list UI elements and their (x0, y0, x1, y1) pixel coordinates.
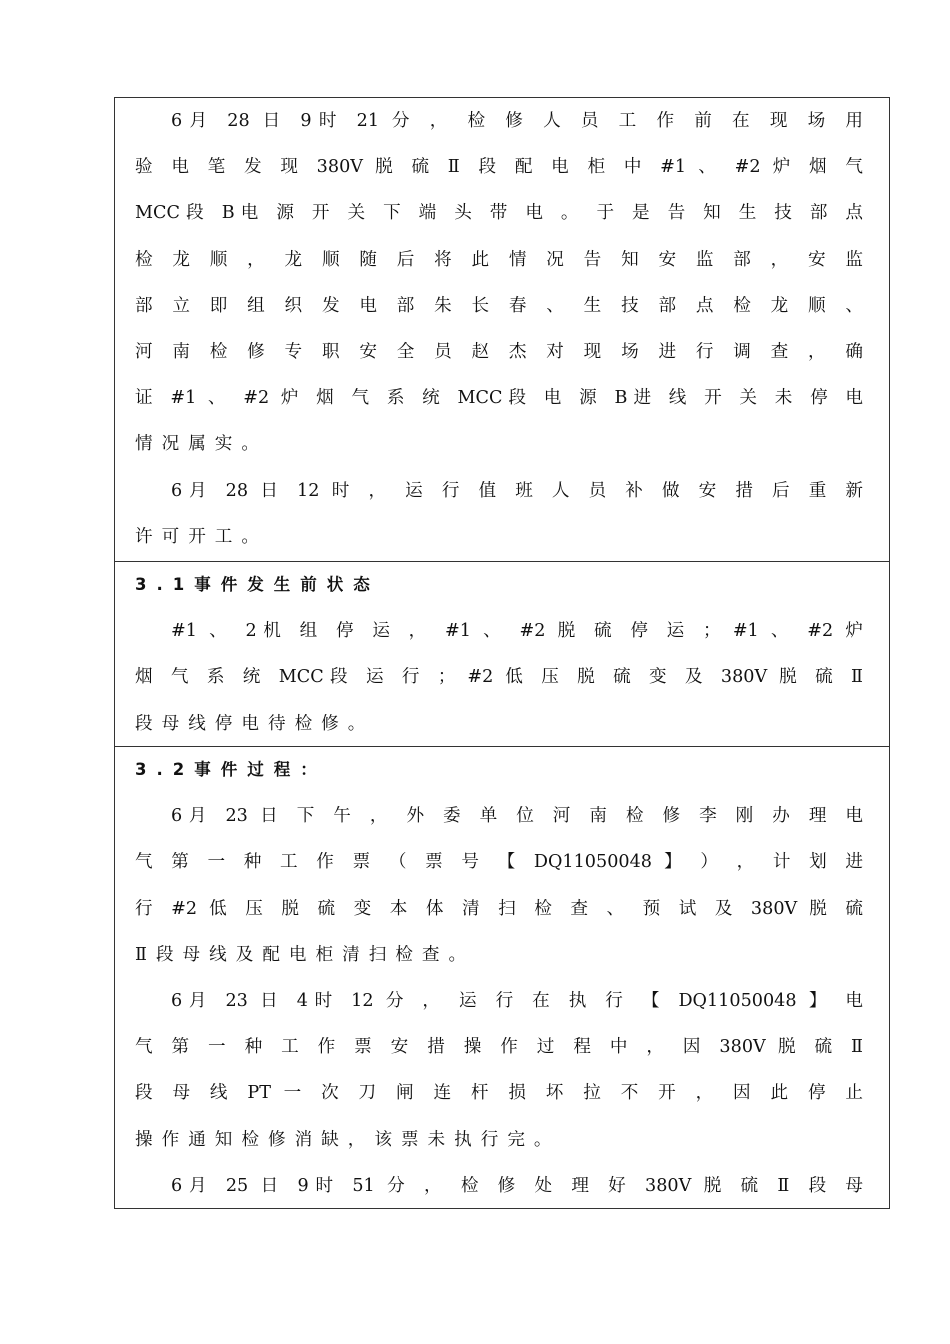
text-line: 操作通知检修消缺，该票未执行完。 (135, 1129, 561, 1150)
text-line: #1 、 2机 组 停 运 ， #1 、 #2 脱 硫 停 运 ； #1 、 #2 炉 (171, 621, 863, 642)
text-line: 6月 23 日 4时 12 分 ， 运 行 在 执 行 【 DQ11050048 】 电 (171, 990, 863, 1011)
text-line: 6月 28 日 12 时 ， 运 行 值 班 人 员 补 做 安 措 后 重 新 (171, 480, 863, 501)
text-line: 河 南 检 修 专 职 安 全 员 赵 杰 对 现 场 进 行 调 查 ， 确 (135, 341, 863, 362)
text-line: Ⅱ段母线及配电柜清扫检查。 (135, 944, 476, 965)
text-line: 许可开工。 (135, 526, 268, 547)
text-line: 段母线停电待检修。 (135, 713, 375, 734)
table-cell-pre-event-state (115, 561, 889, 746)
section-heading: 3.2事件过程： (135, 760, 327, 779)
document-table (114, 97, 890, 1209)
text-line: 气 第 一 种 工 作 票 （ 票 号 【 DQ11050048 】 ） ， 计 划 进 (135, 852, 863, 873)
table-cell-event-process (115, 746, 889, 1208)
text-line: 6月 23 日 下 午 ， 外 委 单 位 河 南 检 修 李 刚 办 理 电 (171, 806, 863, 827)
text-line: 段 母 线 PT 一 次 刀 闸 连 杆 损 坏 拉 不 开 ， 因 此 停 止 (135, 1083, 863, 1104)
text-line: 行 #2 低 压 脱 硫 变 本 体 清 扫 检 查 、 预 试 及 380V 脱 硫 (135, 898, 863, 919)
text-line: 情况属实。 (135, 434, 268, 455)
section-heading: 3.1事件发生前状态 (135, 575, 380, 594)
text-line: 验 电 笔 发 现 380V 脱 硫 Ⅱ 段 配 电 柜 中 #1 、 #2 炉 烟 气 (135, 157, 863, 178)
text-line: 烟 气 系 统 MCC段 运 行 ； #2 低 压 脱 硫 变 及 380V 脱 硫 Ⅱ (135, 667, 863, 688)
text-line: 部 立 即 组 织 发 电 部 朱 长 春 、 生 技 部 点 检 龙 顺 、 (135, 295, 863, 316)
text-line: 气 第 一 种 工 作 票 安 措 操 作 过 程 中 ， 因 380V 脱 硫 Ⅱ (135, 1037, 863, 1058)
text-line: 6月 25 日 9时 51 分 ， 检 修 处 理 好 380V 脱 硫 Ⅱ 段 母 (171, 1175, 863, 1196)
table-cell-incident-discovery (115, 98, 889, 561)
text-line: 证 #1 、 #2 炉 烟 气 系 统 MCC段 电 源 B进 线 开 关 未 停 电 (135, 388, 863, 409)
text-line: 检 龙 顺 ， 龙 顺 随 后 将 此 情 况 告 知 安 监 部 ， 安 监 (135, 249, 863, 270)
text-line: 6月 28 日 9时 21 分 ， 检 修 人 员 工 作 前 在 现 场 用 (171, 111, 863, 131)
text-line: MCC段 B电 源 开 关 下 端 头 带 电 。 于 是 告 知 生 技 部 点 (135, 203, 863, 224)
